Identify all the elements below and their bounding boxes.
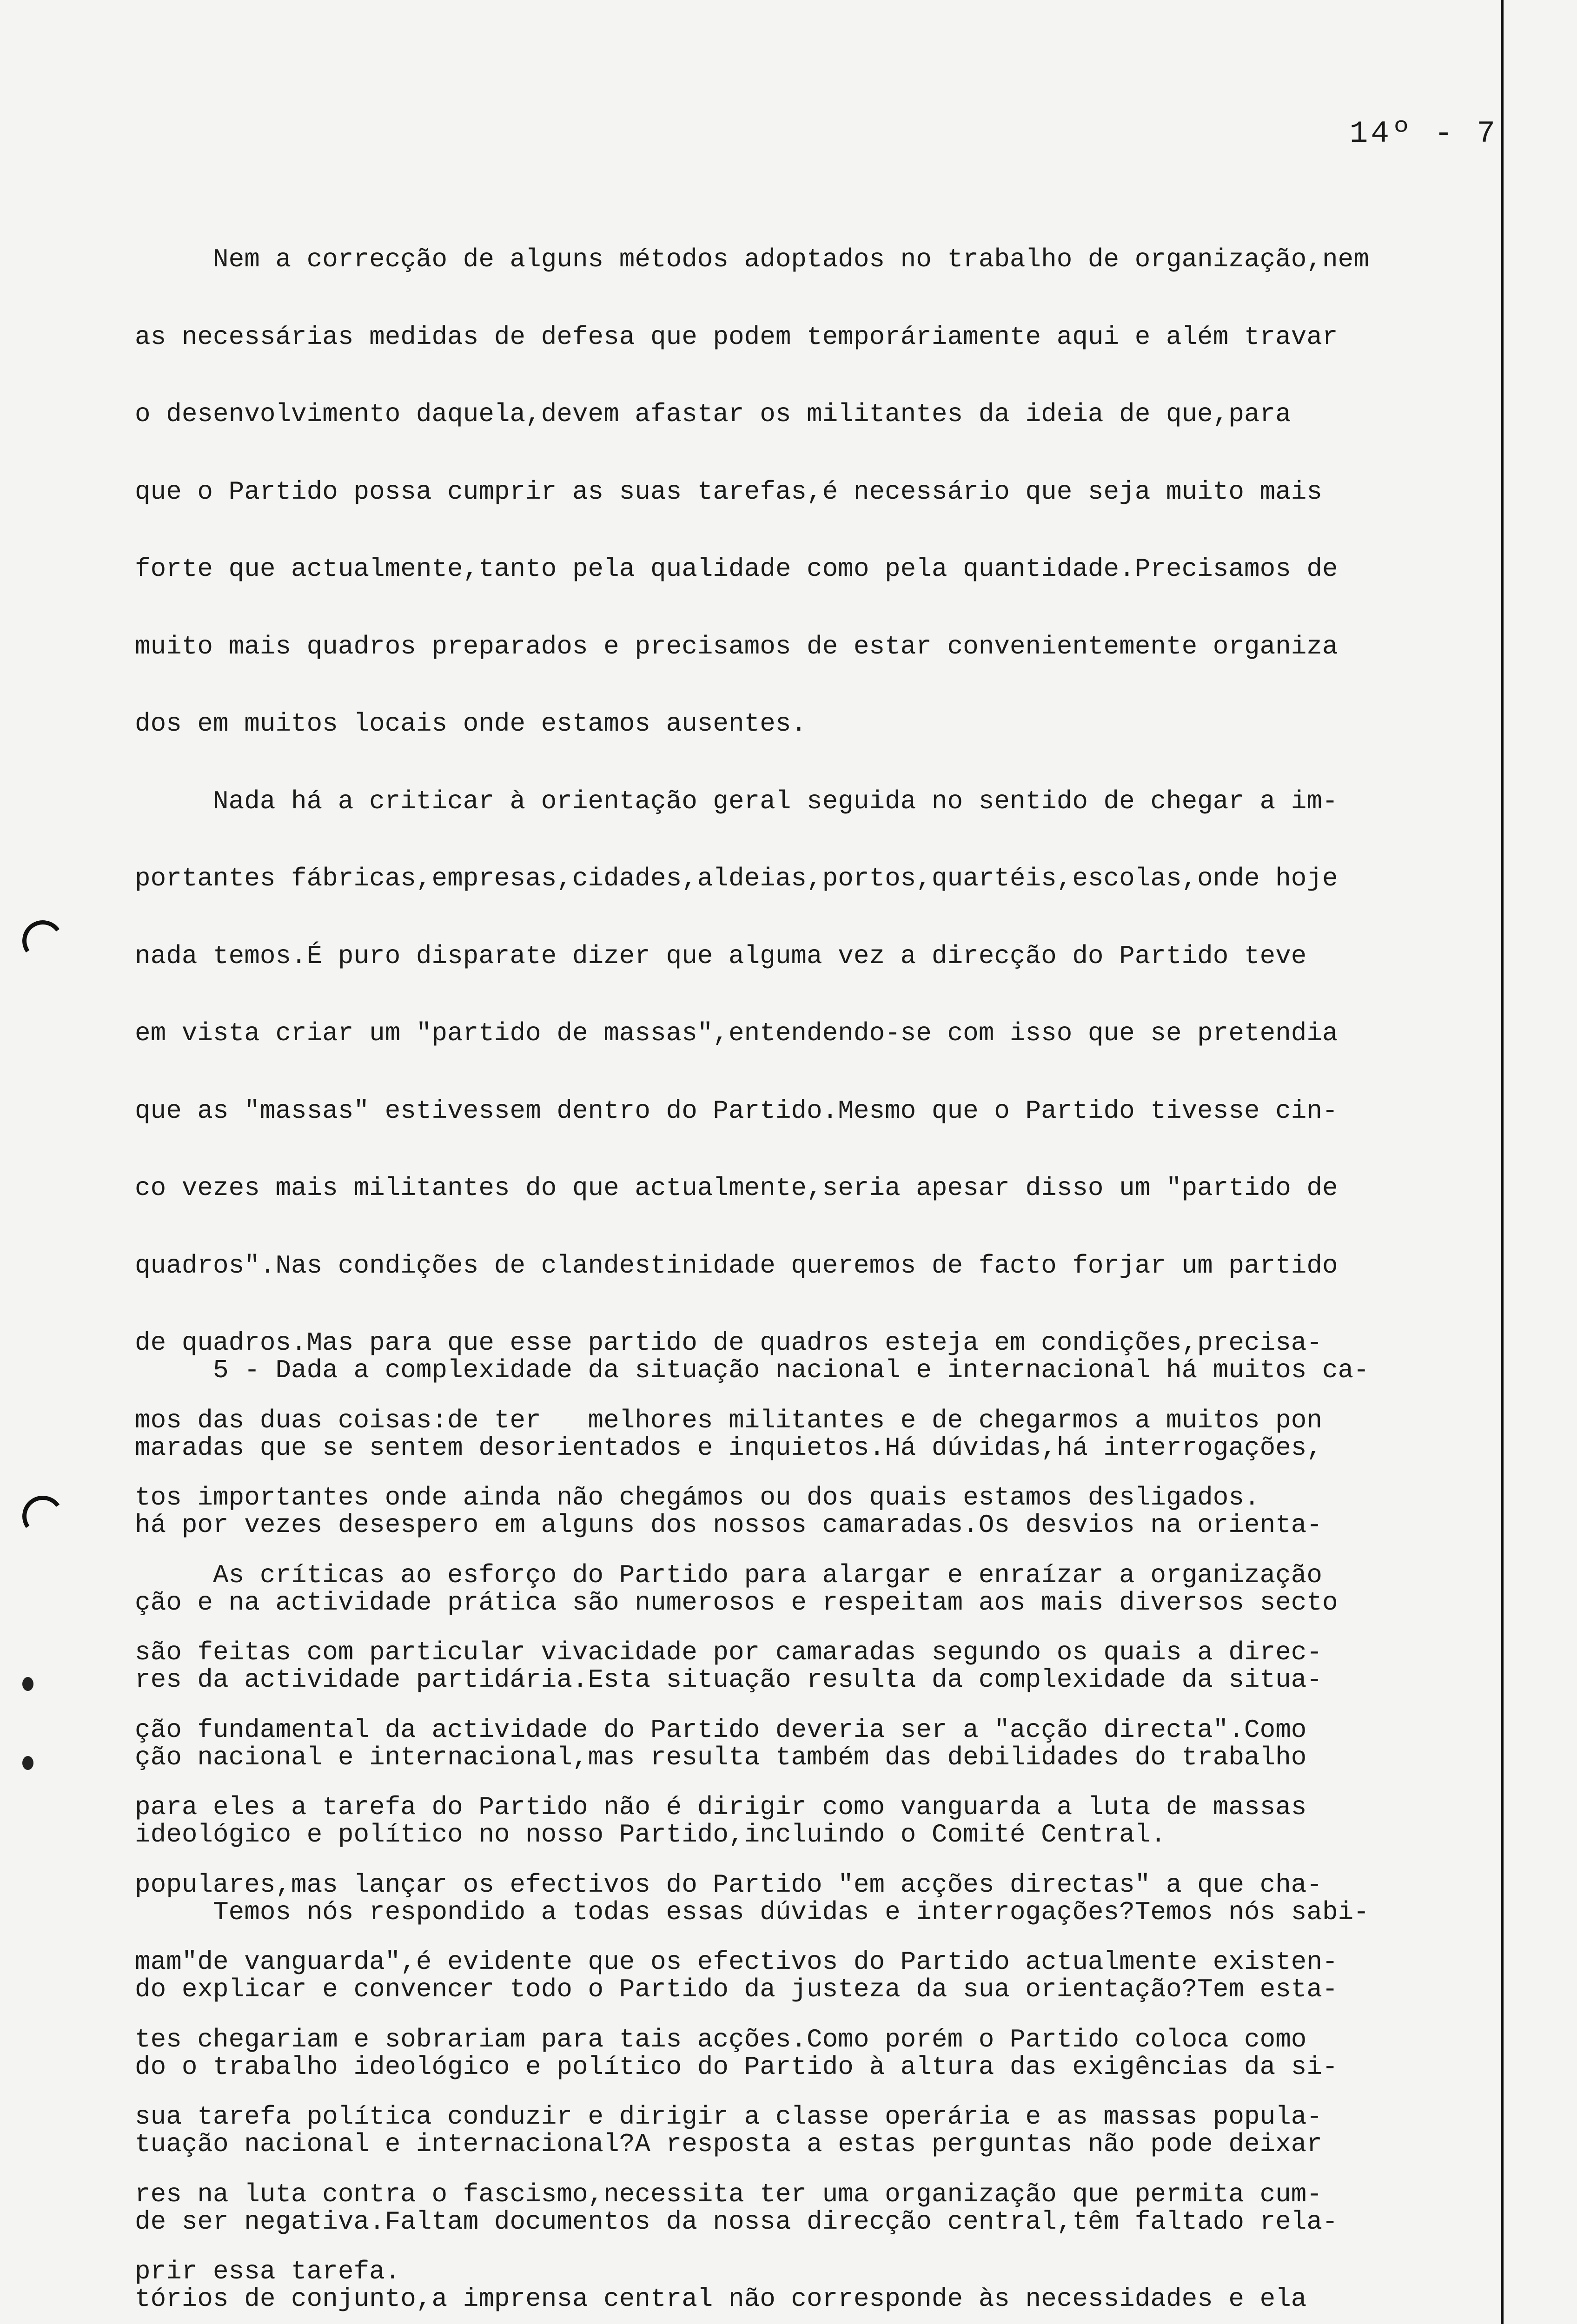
text-line: ção e na actividade prática são numerosos e respeitam aos mais diversos secto — [135, 1587, 1338, 1618]
text-line: 5 - Dada a complexidade da situação nacional e internacional há muitos ca- — [135, 1355, 1369, 1385]
text-line: de quadros.Mas para que esse partido de quadros esteja em condições,precisa- — [135, 1328, 1323, 1358]
text-line: res da actividade partidária.Esta situação resulta da complexidade da situa- — [135, 1665, 1323, 1695]
text-line: tos importantes onde ainda não chegámos ou dos quais estamos desligados. — [135, 1483, 1260, 1512]
text-line: tórios de conjunto,a imprensa central não corresponde às necessidades e ela — [135, 2284, 1307, 2314]
text-line: res na luta contra o fascismo,necessita ter uma organização que permita cum- — [135, 2179, 1323, 2209]
text-line: Nem a correcção de alguns métodos adoptados no trabalho de organização,nem — [135, 244, 1369, 274]
text-line: o desenvolvimento daquela,devem afastar os militantes da ideia de que,para — [135, 399, 1291, 429]
section-5-text — [135, 1306, 1511, 2324]
text-line: há por vezes desespero em alguns dos nossos camaradas.Os desvios na orienta- — [135, 1510, 1323, 1540]
text-line: sua tarefa política conduzir e dirigir a classe operária e as massas popula- — [135, 2102, 1323, 2132]
text-line: Nada há a criticar à orientação geral seguida no sentido de chegar a im- — [135, 786, 1338, 816]
text-line: co vezes mais militantes do que actualmente,seria apesar disso um "partido de — [135, 1173, 1338, 1203]
text-line: ção fundamental da actividade do Partido deveria ser a "acção directa".Como — [135, 1715, 1307, 1745]
text-line: populares,mas lançar os efectivos do Partido "em acções directas" a que cha- — [135, 1869, 1323, 1900]
text-line: em vista criar um "partido de massas",entendendo-se com isso que se pretendia — [135, 1018, 1338, 1048]
text-line: ção nacional e internacional,mas resulta também das debilidades do trabalho — [135, 1742, 1307, 1772]
text-line: As críticas ao esforço do Partido para alargar e enraízar a organização — [135, 1560, 1323, 1590]
text-line: mam"de vanguarda",é evidente que os efectivos do Partido actualmente existen- — [135, 1947, 1338, 1977]
text-line: ideológico e político no nosso Partido,incluindo o Comité Central. — [135, 1820, 1166, 1849]
text-line: mos das duas coisas:de ter melhores militantes e de chegarmos a muitos pon — [135, 1405, 1323, 1435]
text-line: nada temos.É puro disparate dizer que alguma vez a direcção do Partido teve — [135, 941, 1307, 971]
text-line: quadros".Nas condições de clandestinidade queremos de facto forjar um partido — [135, 1250, 1338, 1281]
text-line: prir essa tarefa. — [135, 2257, 401, 2286]
text-line: muito mais quadros preparados e precisamos de estar convenientemente organiza — [135, 631, 1338, 661]
text-line: que o Partido possa cumprir as suas tarefas,é necessário que seja muito mais — [135, 476, 1323, 507]
text-line: do explicar e convencer todo o Partido da justeza da sua orientação?Tem esta- — [135, 1974, 1338, 2004]
binder-hole-lower — [19, 1492, 66, 1540]
text-line: para eles a tarefa do Partido não é dirigir como vanguarda a luta de massas — [135, 1792, 1307, 1822]
text-line: as necessárias medidas de defesa que podem temporáriamente aqui e além travar — [135, 322, 1338, 352]
text-line: Temos nós respondido a todas essas dúvidas e interrogações?Temos nós sabi- — [135, 1897, 1369, 1927]
text-line: dos em muitos locais onde estamos ausentes. — [135, 709, 807, 739]
punch-mark-upper — [22, 1677, 33, 1691]
text-line: de ser negativa.Faltam documentos da nossa direcção central,têm faltado rela- — [135, 2206, 1338, 2237]
text-line: são feitas com particular vivacidade por camaradas segundo os quais a direc- — [135, 1637, 1323, 1667]
text-line: forte que actualmente,tanto pela qualidade como pela quantidade.Precisamos de — [135, 554, 1338, 584]
text-line: tuação nacional e internacional?A resposta a estas perguntas não pode deixar — [135, 2129, 1323, 2159]
binder-hole-upper — [19, 917, 66, 964]
text-line: tes chegariam e sobrariam para tais acções.Como porém o Partido coloca como — [135, 2024, 1307, 2054]
text-line: que as "massas" estivessem dentro do Partido.Mesmo que o Partido tivesse cin- — [135, 1096, 1338, 1126]
text-line: maradas que se sentem desorientados e inquietos.Há dúvidas,há interrogações, — [135, 1433, 1323, 1463]
page-number: 14º - 7 — [1349, 116, 1498, 151]
text-line: do o trabalho ideológico e político do Partido à altura das exigências da si- — [135, 2052, 1338, 2082]
punch-mark-lower — [22, 1756, 33, 1770]
text-line: portantes fábricas,empresas,cidades,aldeias,portos,quartéis,escolas,onde hoje — [135, 864, 1338, 893]
